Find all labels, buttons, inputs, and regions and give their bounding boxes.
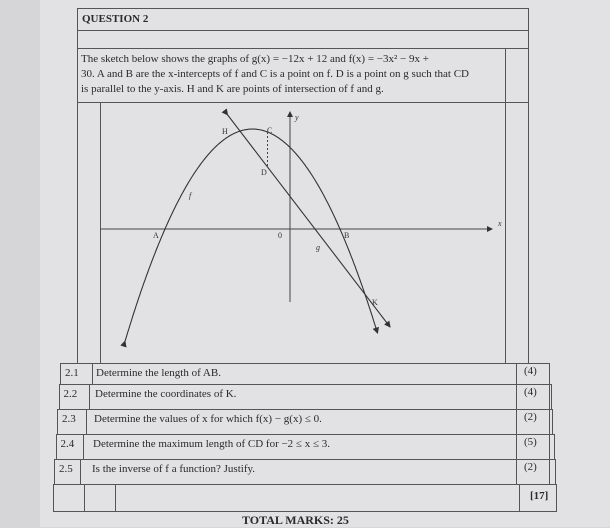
subquestion-text: Determine the values of x for which f(x) − g(x) ≤ 0. <box>94 413 322 425</box>
subquestion-number: 2.4 <box>60 438 75 450</box>
subquestion-marks: (5) <box>524 436 537 448</box>
parabola-f <box>125 129 378 341</box>
origin-label: 0 <box>278 231 282 240</box>
subquestion-marks: (2) <box>524 411 537 423</box>
y-axis-label: y <box>295 113 299 122</box>
subquestion-number: 2.5 <box>59 463 73 475</box>
point-a-label: A <box>153 231 159 240</box>
subquestion-marks: (2) <box>524 461 537 473</box>
subquestion-text: Determine the coordinates of K. <box>95 388 237 400</box>
subtotal-blank-cell <box>84 484 116 512</box>
sketch-graph <box>100 102 505 362</box>
spacer-row <box>77 30 529 49</box>
question-title: QUESTION 2 <box>82 13 149 25</box>
f-label: f <box>189 191 192 200</box>
intro-line-2: 30. A and B are the x-intercepts of f and C is a point on f. D is a point on g such that CD <box>81 68 469 80</box>
subquestion-text: Determine the length of AB. <box>96 367 221 379</box>
point-b-label: B <box>344 231 350 240</box>
subquestion-text: Is the inverse of f a function? Justify. <box>92 463 256 475</box>
point-k-label: K <box>372 298 378 307</box>
subtotal: [17] <box>530 490 549 502</box>
point-d-label: D <box>261 168 267 177</box>
point-h-label: H <box>222 127 228 136</box>
subquestion-text: Determine the maximum length of CD for −2 ≤ x ≤ 3. <box>93 438 331 450</box>
total-marks: TOTAL MARKS: 25 <box>242 513 349 527</box>
g-label: g <box>316 243 320 252</box>
line-g <box>228 115 391 327</box>
intro-line-3: is parallel to the y-axis. H and K are points of intersection of f and g. <box>81 83 384 95</box>
subquestion-marks: (4) <box>524 386 537 398</box>
x-axis-label: x <box>498 219 502 228</box>
subtotal-row <box>53 484 557 512</box>
point-c-label: C <box>267 126 273 135</box>
subquestion-number: 2.1 <box>65 367 79 379</box>
subquestion-number: 2.3 <box>62 413 76 425</box>
intro-line-1: The sketch below shows the graphs of g(x) = −12x + 12 and f(x) = −3x² − 9x + <box>81 53 429 65</box>
subquestion-number: 2.2 <box>63 388 78 400</box>
intro-marks-cell <box>505 48 529 103</box>
subquestion-marks: (4) <box>524 365 537 377</box>
